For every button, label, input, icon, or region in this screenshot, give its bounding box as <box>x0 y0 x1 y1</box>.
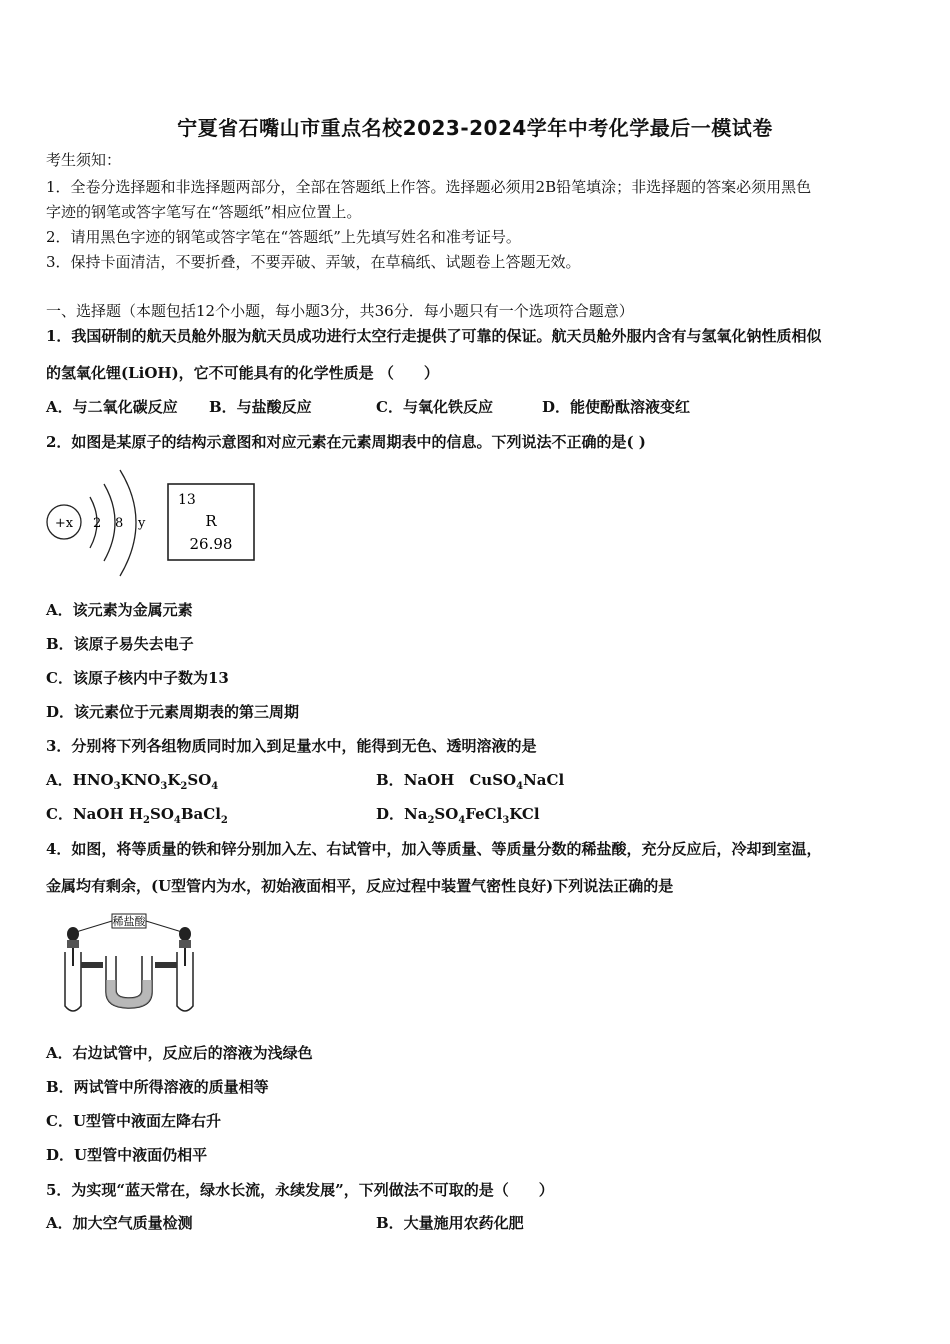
q4-option-d: D．U型管中液面仍相平 <box>46 1146 208 1164</box>
q3-option-a: A．$HNO_3KNO_3K_2SO_4$ <box>46 771 219 792</box>
q1-option-a: A．与二氧化碳反应 <box>46 398 178 416</box>
u-tube-inner <box>116 956 142 998</box>
q1-option-b: B．与盐酸反应 <box>209 398 312 416</box>
u-tube-water <box>106 980 152 1008</box>
notice-heading: 考生须知： <box>46 151 122 169</box>
atom-structure-figure <box>44 462 264 587</box>
right-dropper-bulb <box>179 927 191 941</box>
q2-stem: 2．如图是某原子的结构示意图和对应元素在元素周期表中的信息。下列说法不正确的是( ) <box>46 433 646 451</box>
q2-option-b: B．该原子易失去电子 <box>46 635 194 653</box>
atomic-mass: 26.98 <box>189 535 233 553</box>
q2-option-d: D．该元素位于元素周期表的第三周期 <box>46 703 300 721</box>
q5-stem: 5．为实现“蓝天常在，绿水长流，永续发展”，下列做法不可取的是（ ） <box>46 1181 554 1199</box>
notice-item-1a: 1．全卷分选择题和非选择题两部分，全部在答题纸上作答。选择题必须用2B铅笔填涂；非选择题的答案必须用黑色 <box>46 178 812 196</box>
notice-item-2: 2．请用黑色字迹的钢笔或答字笔在“答题纸”上先填写姓名和准考证号。 <box>46 228 521 246</box>
q5-option-a: A．加大空气质量检测 <box>46 1214 193 1232</box>
q1-stem-b: 的氢氧化锂(LiOH)，它不可能具有的化学性质是 （ ） <box>46 364 439 382</box>
left-stopper <box>67 940 79 948</box>
q3-option-c: C．NaOH $H_2SO_4BaCl_2$ <box>46 805 228 826</box>
q4-option-c: C．U型管中液面左降右升 <box>46 1112 222 1130</box>
u-tube-apparatus-figure <box>56 908 206 1023</box>
element-symbol: R <box>205 512 217 530</box>
shell-arc-2 <box>104 484 115 561</box>
q1-option-c: C．与氧化铁反应 <box>376 398 493 416</box>
q1-option-d: D．能使酚酞溶液变红 <box>542 398 691 416</box>
pointer-left <box>76 921 112 932</box>
left-dropper-bulb <box>67 927 79 941</box>
q3-option-b: B．NaOH CuSO$_4$NaCl <box>376 771 565 792</box>
q4-option-b: B．两试管中所得溶液的质量相等 <box>46 1078 269 1096</box>
left-connector <box>81 962 103 968</box>
q3-stem: 3．分别将下列各组物质同时加入到足量水中，能得到无色、透明溶液的是 <box>46 737 537 755</box>
shell-count-1: 2 <box>93 516 102 531</box>
q4-stem-a: 4．如图，将等质量的铁和锌分别加入左、右试管中，加入等质量、等质量分数的稀盐酸，充分反应后，冷却到室温， <box>46 840 822 858</box>
pointer-right <box>146 921 182 932</box>
q4-stem-b: 金属均有剩余，(U型管内为水，初始液面相平，反应过程中装置气密性良好)下列说法正确的是 <box>46 877 674 895</box>
q3-option-d: D．$Na_2SO_4FeCl_3KCl$ <box>376 805 540 826</box>
shell-count-2: 8 <box>115 516 124 531</box>
atomic-number: 13 <box>178 492 196 508</box>
section-heading: 一、选择题（本题包括12个小题，每小题3分，共36分．每小题只有一个选项符合题意） <box>46 302 634 320</box>
q2-option-a: A．该元素为金属元素 <box>46 601 193 619</box>
hydrochloric-acid-label: 稀盐酸 <box>112 915 146 928</box>
nucleus-charge: +x <box>54 516 74 531</box>
q5-option-b: B．大量施用农药化肥 <box>376 1214 524 1232</box>
right-connector <box>155 962 177 968</box>
page-title: 宁夏省石嘴山市重点名校2023-2024学年中考化学最后一模试卷 <box>177 116 773 140</box>
q4-option-a: A．右边试管中，反应后的溶液为浅绿色 <box>46 1044 313 1062</box>
q1-stem-a: 1．我国研制的航天员舱外服为航天员成功进行太空行走提供了可靠的保证。航天员舱外服内含有与氢氧化钠性质相似 <box>46 327 822 345</box>
right-stopper <box>179 940 191 948</box>
q2-option-c: C．该原子核内中子数为13 <box>46 669 229 687</box>
shell-count-3: y <box>138 516 146 531</box>
notice-item-3: 3．保持卡面清洁，不要折叠，不要弄破、弄皱，在草稿纸、试题卷上答题无效。 <box>46 253 581 271</box>
notice-item-1b: 字迹的钢笔或答字笔写在“答题纸”相应位置上。 <box>46 203 362 221</box>
